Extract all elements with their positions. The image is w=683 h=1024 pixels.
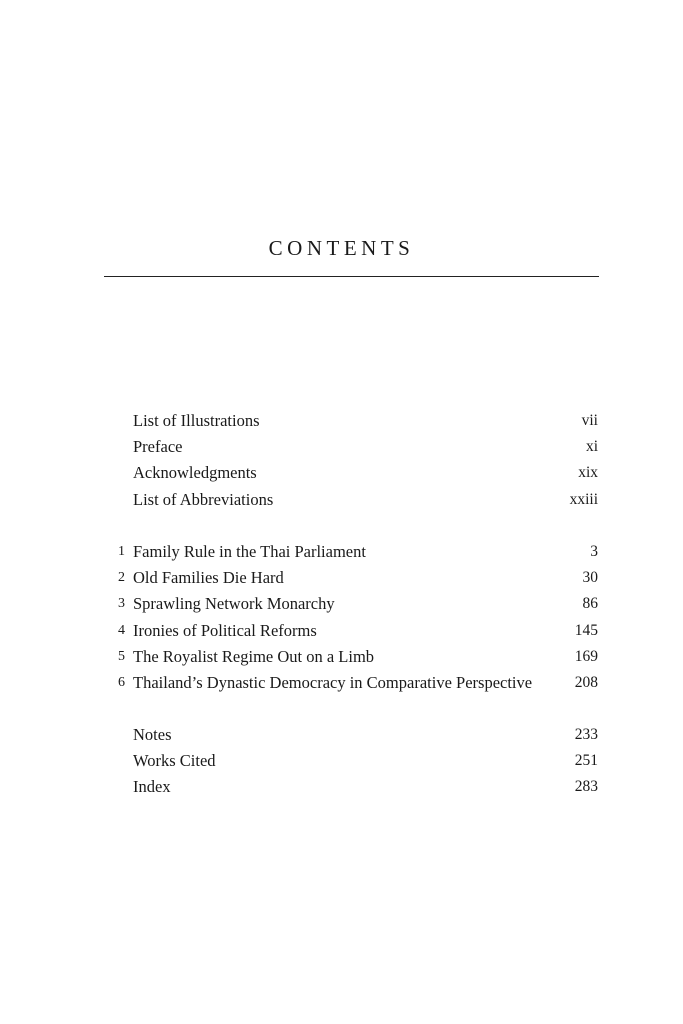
chapter-page: 86	[582, 595, 598, 613]
toc-entry	[0, 460, 683, 486]
entry-title: Works Cited	[133, 751, 216, 771]
toc-entry	[0, 748, 683, 774]
chapter-number: 4	[118, 622, 125, 638]
entry-page: xi	[585, 438, 598, 456]
back-matter-list	[0, 722, 683, 801]
chapter-page: 30	[582, 569, 598, 587]
entry-title: List of Abbreviations	[133, 489, 274, 509]
chapter-title: Ironies of Political Reforms	[133, 620, 317, 640]
entry-page: 233	[574, 726, 598, 743]
page-title: CONTENTS	[268, 236, 415, 260]
toc-entry	[0, 434, 683, 460]
heading-rule	[104, 276, 599, 277]
chapter-title: Old Families Die Hard	[133, 568, 284, 588]
chapter-list	[0, 539, 683, 696]
entry-page: 283	[574, 778, 598, 796]
chapter-number: 5	[118, 648, 125, 664]
chapter-page: 208	[574, 673, 598, 691]
chapter-title: Thailand’s Dynastic Democracy in Comparative Perspective	[133, 672, 533, 692]
chapter-page: 169	[574, 647, 598, 665]
entry-page: xxiii	[569, 490, 598, 508]
toc-entry	[0, 722, 683, 748]
entry-page: 251	[574, 752, 598, 770]
chapter-title: Family Rule in the Thai Parliament	[133, 542, 366, 561]
chapter-entry	[0, 591, 683, 617]
chapter-number: 3	[118, 596, 125, 612]
chapter-entry	[0, 670, 683, 696]
entry-title: Acknowledgments	[133, 463, 257, 483]
chapter-number: 2	[118, 570, 125, 586]
entry-title: Notes	[133, 725, 172, 744]
entry-page: xix	[578, 464, 598, 482]
chapter-entry	[0, 644, 683, 670]
chapter-page: 3	[590, 543, 598, 560]
entry-title: Preface	[133, 437, 183, 457]
chapter-entry	[0, 565, 683, 591]
toc-entry	[0, 408, 683, 434]
front-matter-list	[0, 408, 683, 513]
entry-title: List of Illustrations	[133, 411, 260, 430]
chapter-page: 145	[574, 621, 598, 639]
chapter-number: 6	[118, 674, 125, 690]
chapter-number: 1	[118, 544, 125, 559]
chapter-entry	[0, 618, 683, 644]
toc-entry	[0, 774, 683, 800]
chapter-entry	[0, 539, 683, 565]
entry-page: vii	[581, 412, 598, 429]
chapter-title: Sprawling Network Monarchy	[133, 594, 335, 614]
toc-entry	[0, 487, 683, 513]
entry-title: Index	[133, 777, 171, 797]
chapter-title: The Royalist Regime Out on a Limb	[133, 646, 375, 666]
